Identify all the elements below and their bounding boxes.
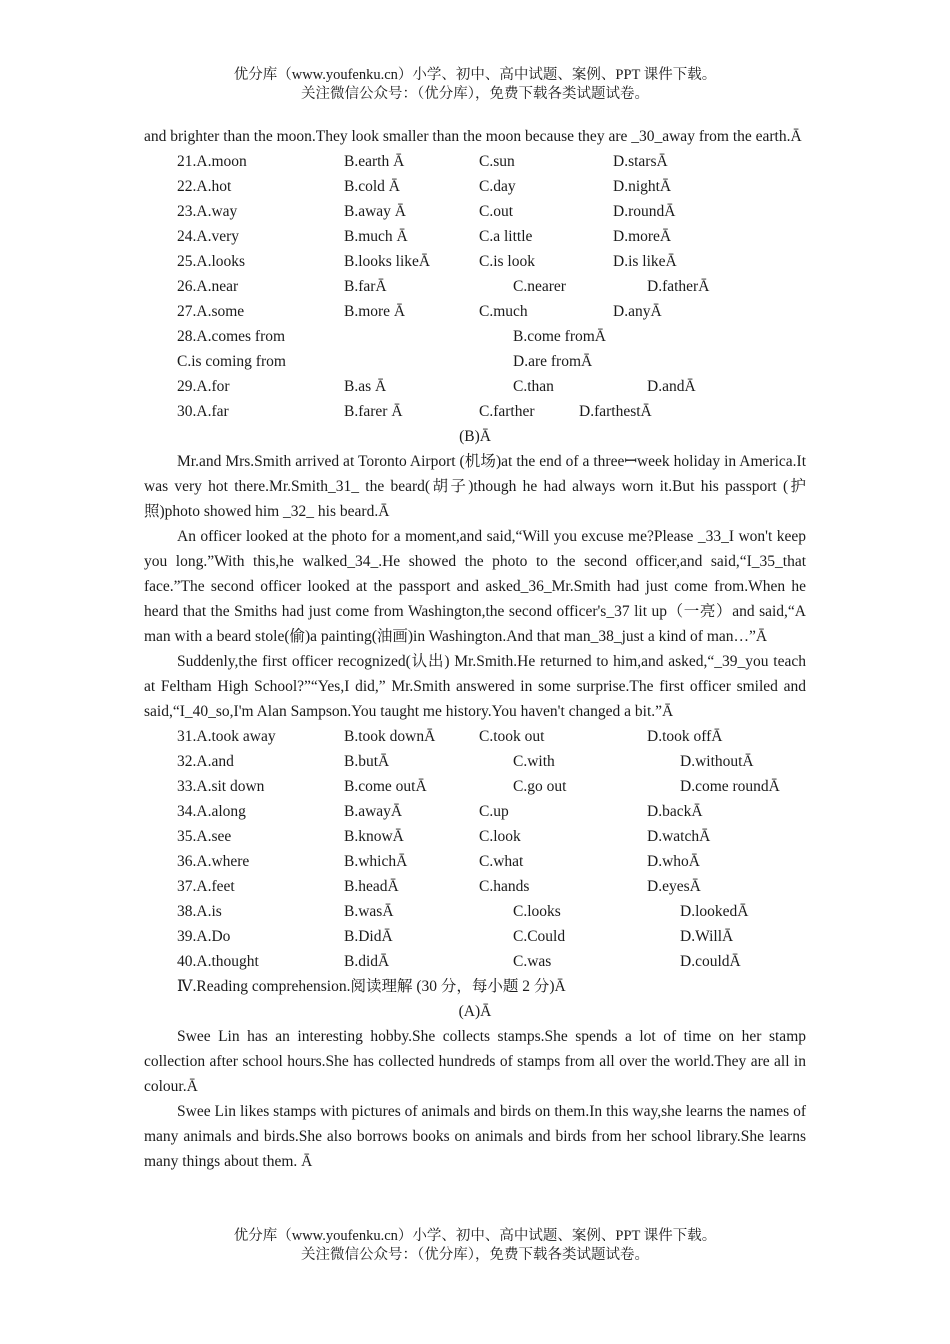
option-b: B.earth Ā — [344, 153, 405, 170]
option-d: D.couldĀ — [680, 953, 741, 970]
page-header — [0, 66, 950, 104]
option-b: B.awayĀ — [344, 803, 403, 820]
document-body — [144, 124, 806, 1174]
question-row-26 — [144, 274, 806, 299]
option-c: C.a little — [479, 228, 533, 245]
option-d: D.withoutĀ — [680, 753, 754, 770]
option-b: B.as Ā — [344, 378, 387, 395]
option-b: B.farer Ā — [344, 403, 403, 420]
question-row-30 — [144, 399, 806, 424]
option-c: C.is look — [479, 253, 535, 270]
question-row-31 — [144, 724, 806, 749]
question-row-37 — [144, 874, 806, 899]
option-a: 35.A.see — [177, 828, 232, 845]
option-b: B.butĀ — [344, 753, 390, 770]
option-a: 26.A.near — [177, 278, 239, 295]
option-d: D.roundĀ — [613, 203, 676, 220]
option-a: 34.A.along — [177, 803, 246, 820]
option-a: 32.A.and — [177, 753, 234, 770]
option-b: B.farĀ — [344, 278, 387, 295]
option-b: B.cold Ā — [344, 178, 400, 195]
option-d: D.andĀ — [647, 378, 696, 395]
option-b: B.knowĀ — [344, 828, 404, 845]
question-row-24 — [144, 224, 806, 249]
section-b-paragraph: An officer looked at the photo for a moment,and said,“Will you excuse me?Please _33_I won't keep you long.”With this,he walked_34_.He showed the photo to the second officer,and said,“I_35_that face.”The second officer looked at the passport and asked_36_Mr.Smith had just come from.When he heard that the Smiths had just come from Washington,the second officer's_37 lit up（一亮）and said,“A man with a beard stole(偷)a painting(油画)in Washington.And that man_38_just a kind of man…”Ā — [144, 528, 806, 645]
option-c: C.was — [513, 953, 552, 970]
question-row-39 — [144, 924, 806, 949]
header-line-2: 关注微信公众号：（优分库），免费下载各类试题试卷。 — [301, 86, 649, 102]
section-b-paragraph: Suddenly,the first officer recognized(认出) Mr.Smith.He returned to him,and asked,“_39_you teach at Feltham High School?”“Yes,I did,” Mr.Smith answered in some surprise.The first officer smiled and said,“I_40_so,I'm Alan Sampson.You taught me history.You haven't changed a bit.”Ā — [144, 653, 806, 720]
question-row-28a — [144, 324, 806, 349]
option-c: C.is coming from — [177, 353, 286, 370]
question-row-40 — [144, 949, 806, 974]
option-b: B.whichĀ — [344, 853, 408, 870]
option-c: C.out — [479, 203, 514, 220]
intro-paragraph: and brighter than the moon.They look smaller than the moon because they are _30_away from the earth.Ā — [144, 128, 802, 145]
header-line-1: 优分库（www.youfenku.cn）小学、初中、高中试题、案例、PPT 课件下载。 — [233, 67, 717, 83]
question-row-34 — [144, 799, 806, 824]
reading-a-paragraph: Swee Lin has an interesting hobby.She collects stamps.She spends a lot of time on her stamp collection after school hours.She has collected hundreds of stamps from all over the world.They are all in colour.Ā — [144, 1028, 806, 1095]
option-a: 37.A.feet — [177, 878, 235, 895]
option-d: D.farthestĀ — [579, 403, 652, 420]
option-d: D.backĀ — [647, 803, 703, 820]
option-a: 30.A.far — [177, 403, 229, 420]
question-row-25 — [144, 249, 806, 274]
option-a: 38.A.is — [177, 903, 222, 920]
question-row-29 — [144, 374, 806, 399]
option-c: C.farther — [479, 403, 535, 420]
option-a: 25.A.looks — [177, 253, 246, 270]
section-b-options — [144, 724, 806, 974]
option-d: D.watchĀ — [647, 828, 711, 845]
option-d: D.anyĀ — [613, 303, 662, 320]
option-c: C.nearer — [513, 278, 566, 295]
option-d: D.fatherĀ — [647, 278, 710, 295]
option-a: 22.A.hot — [177, 178, 232, 195]
question-row-38 — [144, 899, 806, 924]
option-d: D.lookedĀ — [680, 903, 749, 920]
option-c: C.go out — [513, 778, 567, 795]
option-a: 36.A.where — [177, 853, 250, 870]
option-d: D.nightĀ — [613, 178, 672, 195]
footer-line-2: 关注微信公众号：（优分库），免费下载各类试题试卷。 — [301, 1247, 649, 1263]
option-d: D.is likeĀ — [613, 253, 677, 270]
option-a: 31.A.took away — [177, 728, 276, 745]
section-a-options — [144, 149, 806, 424]
option-d: D.WillĀ — [680, 928, 734, 945]
option-c: C.looks — [513, 903, 561, 920]
option-c: C.Could — [513, 928, 566, 945]
option-c: C.sun — [479, 153, 515, 170]
option-a: 39.A.Do — [177, 928, 231, 945]
part-4-heading: Ⅳ.Reading comprehension.阅读理解 (30 分，每小题 2 分)Ā — [177, 978, 566, 995]
question-row-36 — [144, 849, 806, 874]
option-b: B.looks likeĀ — [344, 253, 431, 270]
footer-line-1: 优分库（www.youfenku.cn）小学、初中、高中试题、案例、PPT 课件下载。 — [233, 1228, 717, 1244]
question-row-23 — [144, 199, 806, 224]
option-d: D.starsĀ — [613, 153, 668, 170]
option-c: C.look — [479, 828, 521, 845]
option-b: B.headĀ — [344, 878, 399, 895]
question-row-32 — [144, 749, 806, 774]
option-a: 33.A.sit down — [177, 778, 265, 795]
option-b: B.more Ā — [344, 303, 406, 320]
question-row-35 — [144, 824, 806, 849]
section-b-paragraph: Mr.and Mrs.Smith arrived at Toronto Airport (机场)at the end of a threeꟷweek holiday in America.It was very hot there.Mr.Smith_31_ the beard(胡子)though he had always worn it.But his passport (护照)photo showed him _32_ his beard.Ā — [144, 453, 806, 520]
option-d: D.moreĀ — [613, 228, 672, 245]
option-b: B.away Ā — [344, 203, 406, 220]
option-a: 21.A.moon — [177, 153, 247, 170]
option-d: D.are fromĀ — [513, 353, 593, 370]
question-row-27 — [144, 299, 806, 324]
option-a: 40.A.thought — [177, 953, 259, 970]
section-b-title: (B)Ā — [459, 428, 491, 445]
option-c: C.with — [513, 753, 555, 770]
question-row-21 — [144, 149, 806, 174]
option-c: C.than — [513, 378, 554, 395]
option-c: C.took out — [479, 728, 545, 745]
option-d: D.took offĀ — [647, 728, 723, 745]
option-a: 23.A.way — [177, 203, 238, 220]
option-b: B.wasĀ — [344, 903, 394, 920]
option-a: 29.A.for — [177, 378, 230, 395]
question-row-22 — [144, 174, 806, 199]
option-a: 27.A.some — [177, 303, 245, 320]
option-a: 24.A.very — [177, 228, 239, 245]
option-d: D.whoĀ — [647, 853, 700, 870]
option-b: B.took downĀ — [344, 728, 436, 745]
reading-a-title: (A)Ā — [458, 1003, 492, 1020]
option-b: B.come outĀ — [344, 778, 427, 795]
option-c: C.hands — [479, 878, 530, 895]
option-b: B.didĀ — [344, 953, 390, 970]
question-row-33 — [144, 774, 806, 799]
option-d: D.eyesĀ — [647, 878, 701, 895]
option-b: B.much Ā — [344, 228, 408, 245]
reading-a-paragraph: Swee Lin likes stamps with pictures of animals and birds on them.In this way,she learns the names of many animals and birds.She also borrows books on animals and birds from her school library.She learns many things about them. Ā — [144, 1103, 806, 1170]
page-footer — [0, 1227, 950, 1265]
option-c: C.up — [479, 803, 509, 820]
option-c: C.day — [479, 178, 516, 195]
option-c: C.much — [479, 303, 528, 320]
option-b: B.come fromĀ — [513, 328, 606, 345]
option-a: 28.A.comes from — [177, 328, 286, 345]
question-row-28b — [144, 349, 806, 374]
option-c: C.what — [479, 853, 524, 870]
option-d: D.come roundĀ — [680, 778, 780, 795]
option-b: B.DidĀ — [344, 928, 393, 945]
